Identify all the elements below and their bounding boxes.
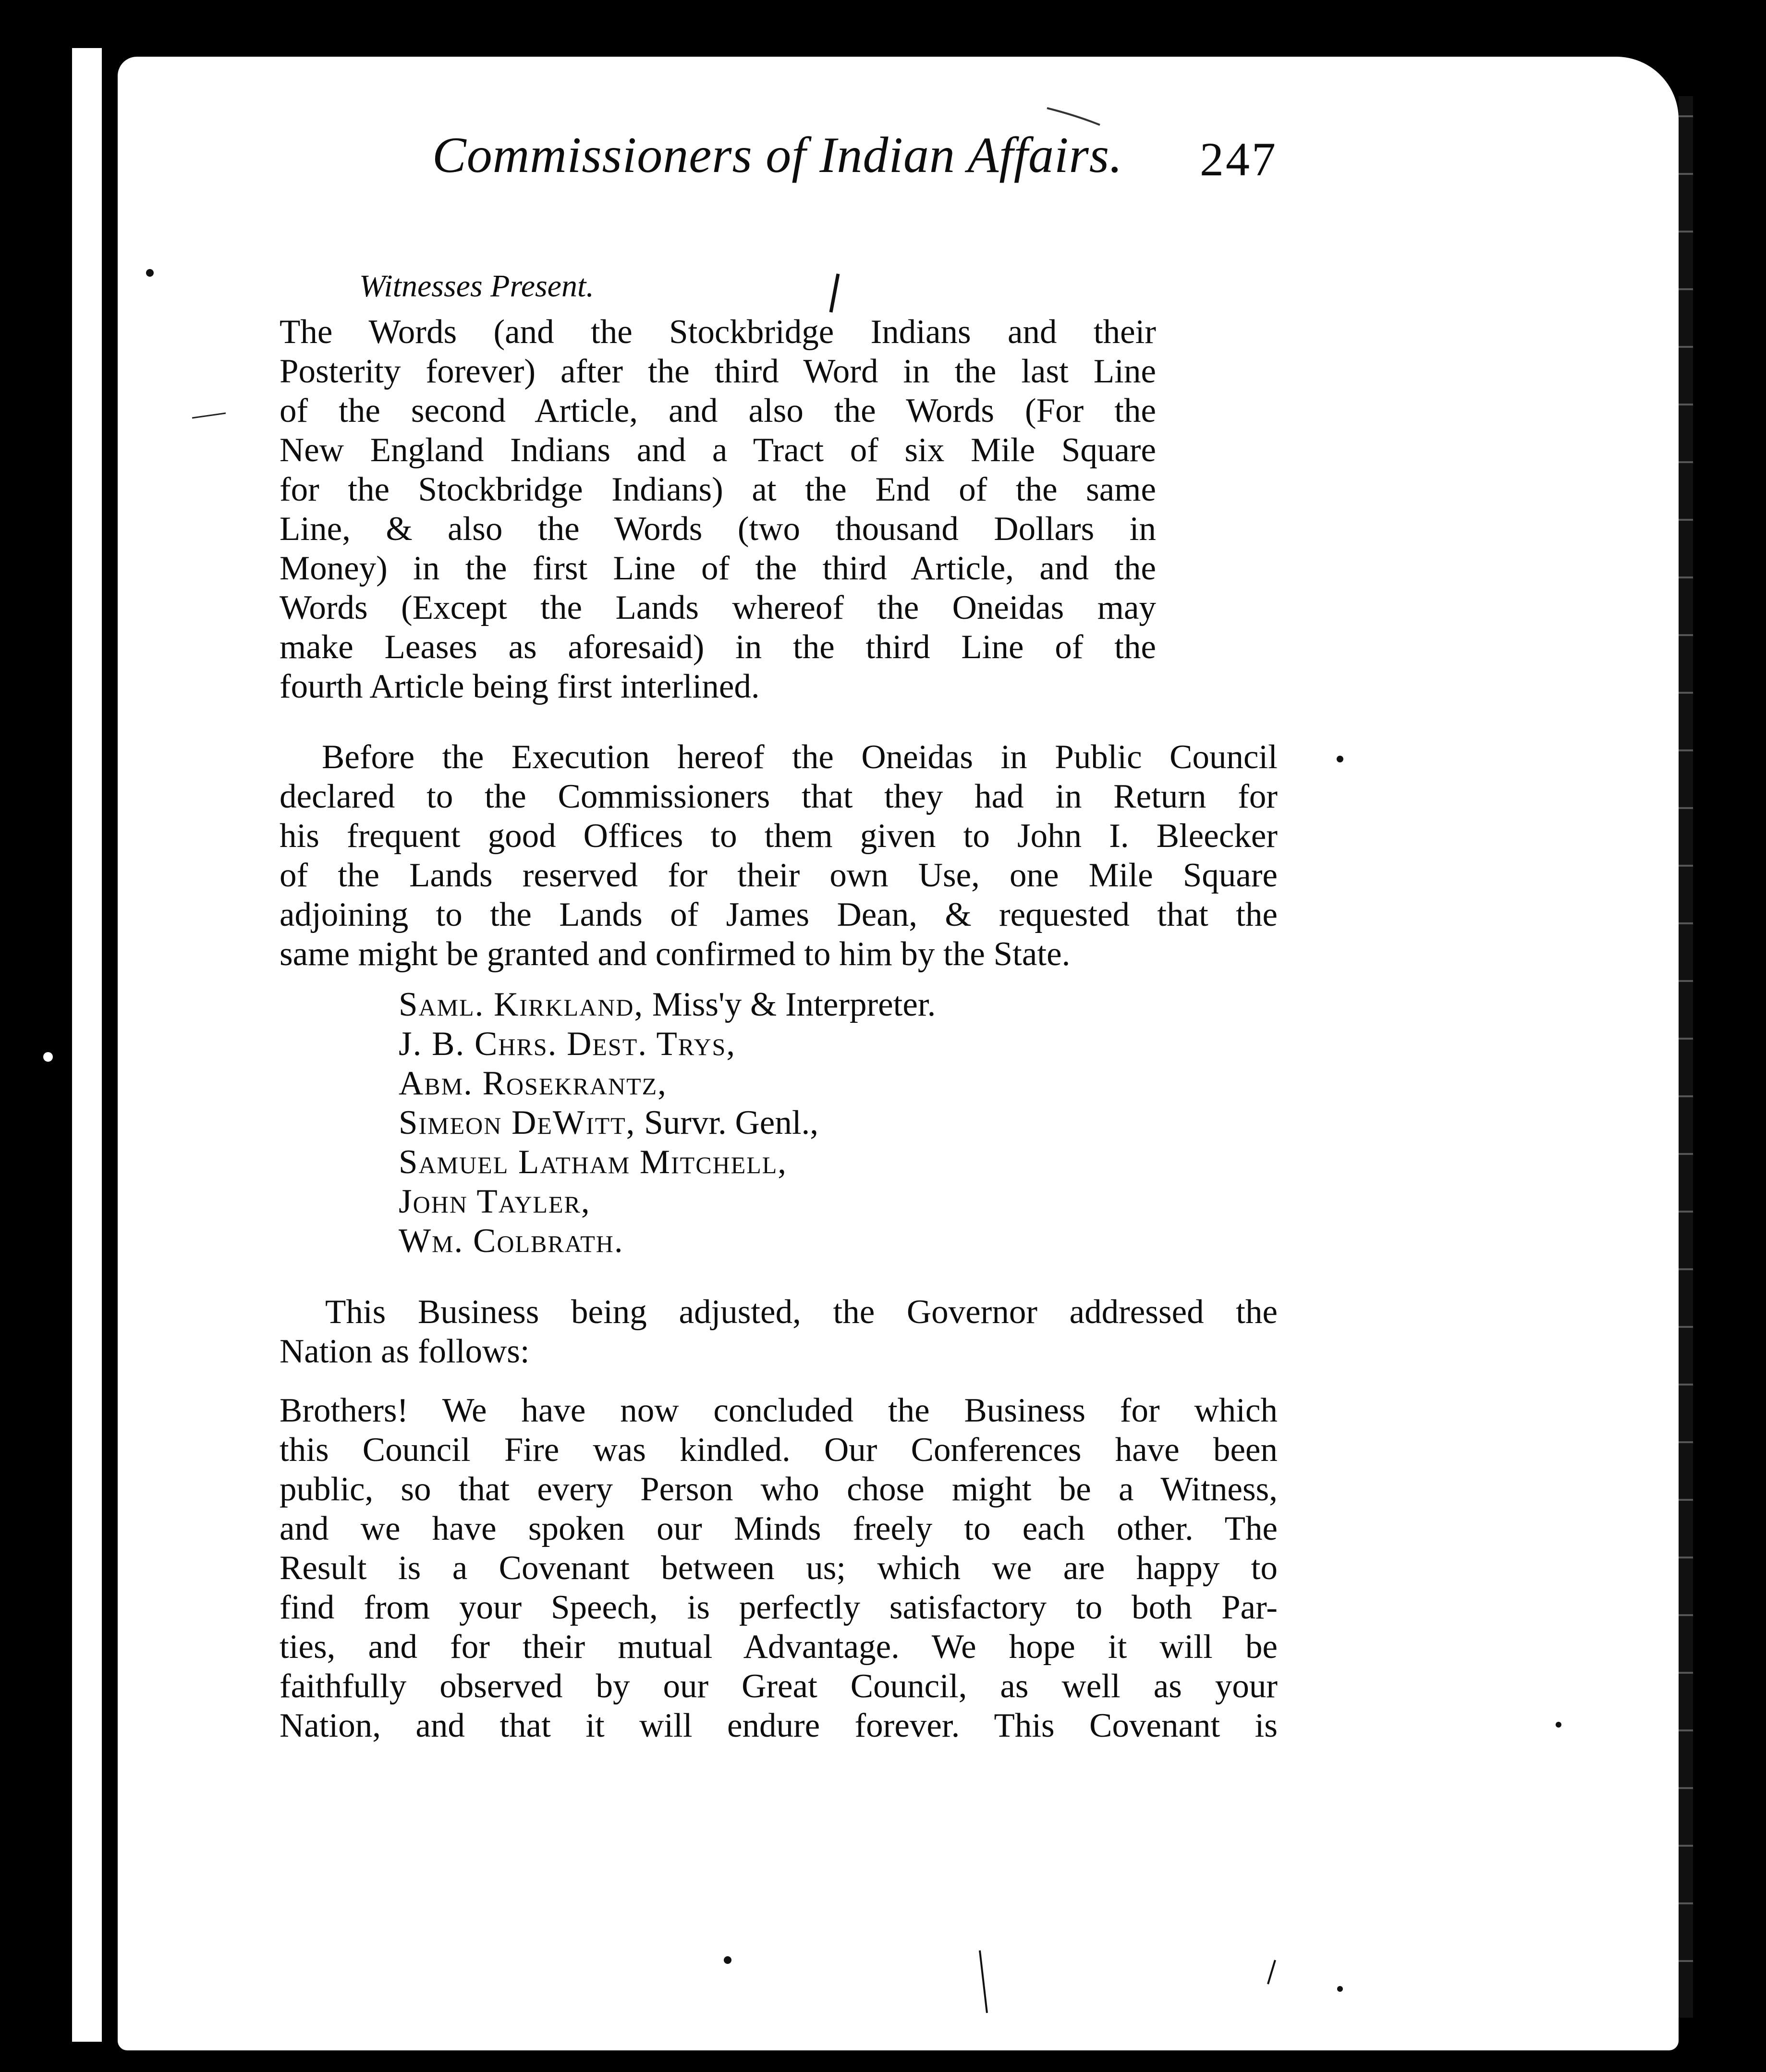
text-line: ties, and for their mutual Advantage. We hope it will be [280, 1628, 1278, 1666]
signature-line: Wm. Colbrath. [399, 1222, 624, 1260]
text-line: declared to the Commissioners that they had in Return for [280, 778, 1278, 815]
text-line: adjoining to the Lands of James Dean, & requested that the [280, 896, 1278, 933]
text-line: public, so that every Person who chose might be a Witness, [280, 1471, 1278, 1508]
witnesses-heading: Witnesses Present. [359, 269, 594, 304]
signature-line: Samuel Latham Mitchell, [399, 1143, 788, 1181]
text-line: and we have spoken our Minds freely to each other. The [280, 1510, 1278, 1547]
text-line: his frequent good Offices to them given to John I. Bleecker [280, 817, 1278, 855]
text-line: Line, & also the Words (two thousand Dollars in [280, 510, 1156, 548]
text-line: of the second Article, and also the Words (For the [280, 392, 1156, 429]
speck [1047, 108, 1100, 125]
text-line: Brothers! We have now concluded the Business for which [280, 1392, 1278, 1429]
text-line: This Business being adjusted, the Governor addressed the [325, 1293, 1278, 1331]
text-line: Posterity forever) after the third Word in the last Line [280, 353, 1156, 390]
speck [146, 269, 154, 277]
text-line: Before the Execution hereof the Oneidas in Public Council [322, 738, 1278, 776]
text-line: faithfully observed by our Great Council, as well as your [280, 1667, 1278, 1705]
text-line: Nation, and that it will endure forever. This Covenant is [280, 1707, 1278, 1744]
text-line: Result is a Covenant between us; which we are happy to [280, 1549, 1278, 1587]
speck [1337, 756, 1343, 762]
text-line: Words (Except the Lands whereof the Oneidas may [280, 589, 1156, 626]
speck [1337, 1986, 1343, 1992]
signature-line: Abm. Rosekrantz, [399, 1065, 667, 1102]
signature-line: John Tayler, [399, 1183, 591, 1220]
text-line: this Council Fire was kindled. Our Conferences have been [280, 1431, 1278, 1469]
text-line: same might be granted and confirmed to him by the State. [280, 935, 1071, 973]
text-line: fourth Article being first interlined. [280, 668, 760, 705]
text-line: for the Stockbridge Indians) at the End of the same [280, 471, 1156, 508]
pencil-mark [831, 274, 838, 312]
text-line: make Leases as aforesaid) in the third Line of the [280, 628, 1156, 666]
margin-mark [192, 413, 226, 418]
running-title: Commissioners of Indian Affairs. [432, 127, 1123, 183]
signature-line: Saml. Kirkland, Miss'y & Interpreter. [399, 986, 936, 1023]
text-line: The Words (and the Stockbridge Indians and their [280, 313, 1156, 351]
text-line: Money) in the first Line of the third Article, and the [280, 550, 1156, 587]
scan-edge-right [1723, 0, 1766, 2072]
text-line: find from your Speech, is perfectly satisfactory to both Par- [280, 1589, 1278, 1626]
speck [1556, 1722, 1561, 1728]
speck [724, 1956, 731, 1964]
page-number: 247 [1200, 133, 1278, 186]
text-line: Nation as follows: [280, 1333, 530, 1370]
speck [43, 1052, 53, 1062]
text-line: of the Lands reserved for their own Use, one Mile Square [280, 857, 1278, 894]
signature-line: Simeon DeWitt, Survr. Genl., [399, 1104, 819, 1141]
pencil-mark [980, 1950, 987, 2013]
pencil-mark [1268, 1960, 1275, 1984]
signature-line: J. B. Chrs. Dest. Trys, [399, 1025, 736, 1063]
text-line: New England Indians and a Tract of six Mile Square [280, 431, 1156, 469]
